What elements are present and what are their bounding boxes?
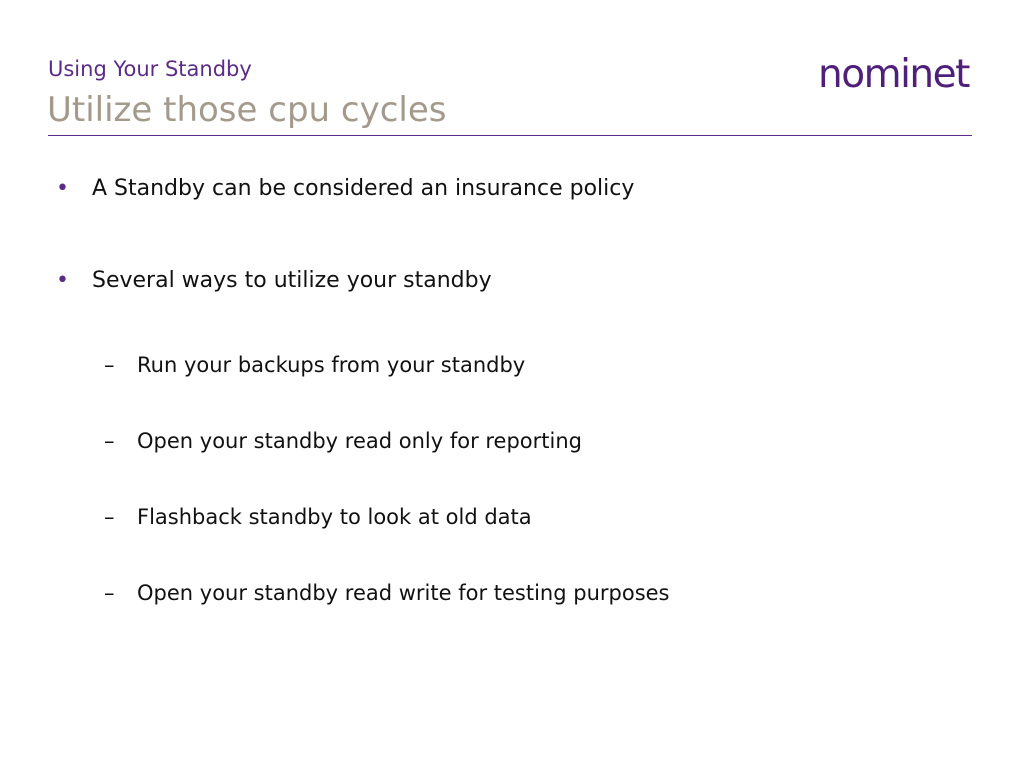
bullet-marker: • (56, 176, 69, 201)
sub-bullet-item (104, 429, 582, 453)
slide-title: Utilize those cpu cycles (47, 90, 447, 130)
nominet-logo: nominet (818, 52, 969, 97)
sub-bullet-item (104, 505, 532, 529)
bullet-marker: • (56, 268, 69, 293)
slide-subtitle: Using Your Standby (48, 57, 252, 81)
sub-bullet-marker: – (104, 505, 115, 529)
bullet-text: Several ways to utilize your standby (92, 268, 492, 293)
sub-bullet-item (104, 353, 525, 377)
sub-bullet-text: Run your backups from your standby (137, 353, 526, 377)
bullet-text: A Standby can be considered an insurance policy (92, 176, 635, 201)
bullet-item (56, 176, 634, 201)
bullet-item (56, 268, 492, 293)
sub-bullet-marker: – (104, 581, 115, 605)
sub-bullet-marker: – (104, 429, 115, 453)
sub-bullet-item (104, 581, 670, 605)
sub-bullet-marker: – (104, 353, 115, 377)
sub-bullet-text: Flashback standby to look at old data (137, 505, 532, 529)
sub-bullet-text: Open your standby read write for testing purposes (137, 581, 670, 605)
sub-bullet-text: Open your standby read only for reporting (137, 429, 582, 453)
